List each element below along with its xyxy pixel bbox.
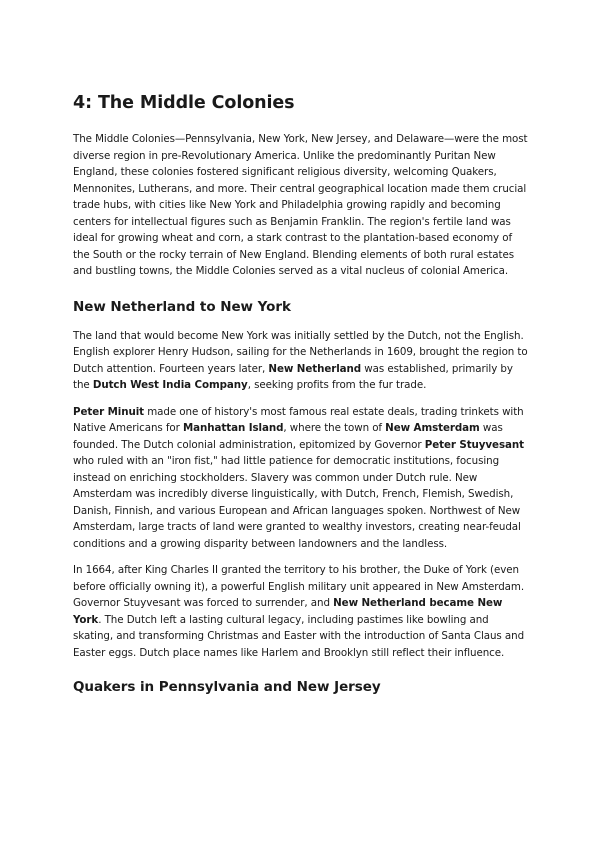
text: was founded. The Dutch colonial administration, epitomized by Governor xyxy=(73,422,503,451)
intro-paragraph: The Middle Colonies—Pennsylvania, New York, New Jersey, and Delaware—were the most diverse region in pre-Revolutionary America. Unlike the predominantly Puritan New England, these colonies fostered significant religious diversity, welcoming Quakers, Mennonites, Lutherans, and more. Their central geographical location made them crucial trade hubs, with cities like New York and Philadelphia growing rapidly and becoming centers for intellectual figures such as Benjamin Franklin. The region's fertile land was ideal for growing wheat and corn, a stark contrast to the plantation-based economy of the South or the rocky terrain of New England. Blending elements of both rural estates and bustling towns, the Middle Colonies served as a vital nucleus of colonial America. xyxy=(73,133,528,277)
text: made one of history's most famous real estate deals, trading trinkets with Native Americans for xyxy=(73,405,524,434)
text: . The Dutch left a lasting cultural legacy, including pastimes like bowling and skating, and transforming Christmas and Easter with the introduction of Santa Claus and Easter eggs. Dutch place names like Harlem and Brooklyn still reflect their influence. xyxy=(73,613,525,659)
section-heading-quakers: Quakers in Pennsylvania and New Jersey xyxy=(73,679,381,695)
chapter-title: 4: The Middle Colonies xyxy=(73,93,295,113)
text: The land that would become New York was initially settled by the Dutch, not the English. English explorer Henry Hudson, sailing for the Netherlands in 1609, brought the region to Dutch attention. Fourteen years later, xyxy=(73,329,528,375)
bold-term: New Netherland xyxy=(268,362,362,375)
bold-term: New Netherland became New York xyxy=(73,597,503,626)
document-page xyxy=(73,92,529,708)
bold-term: Dutch West India Company xyxy=(92,379,248,391)
bold-term: New Amsterdam xyxy=(385,422,480,434)
text: who ruled with an "iron fist," had little patience for democratic institutions, focusing instead on enriching stockholders. Slavery was common under Dutch rule. New Amsterdam was incredibly diverse linguistically, with Dutch, French, Flemish, Swedish, Danish, Finnish, and various European and African languages spoken. Northwest of New Amsterdam, large tracts of land were granted to wealthy investors, creating near-feudal conditions and a growing disparity between landowners and the landless. xyxy=(73,455,521,550)
bold-term: Manhattan Island xyxy=(183,422,284,434)
bold-term: Peter Stuyvesant xyxy=(424,438,524,451)
section-heading-new-netherland: New Netherland to New York xyxy=(73,298,291,315)
text: was established, primarily by the xyxy=(73,362,513,391)
paragraph-new-amsterdam xyxy=(73,404,529,553)
text: In 1664, after King Charles II granted the territory to his brother, the Duke of York (even before officially owning it), a powerful English military unit appeared in New Amsterdam. Governor Stuyvesant was forced to surrender, and xyxy=(73,564,525,609)
paragraph-dutch-settlement xyxy=(73,328,529,394)
bold-term: Peter Minuit xyxy=(73,405,145,418)
paragraph-english-takeover xyxy=(73,562,529,661)
text: , where the town of xyxy=(283,422,386,434)
text: , seeking profits from the fur trade. xyxy=(247,379,427,391)
